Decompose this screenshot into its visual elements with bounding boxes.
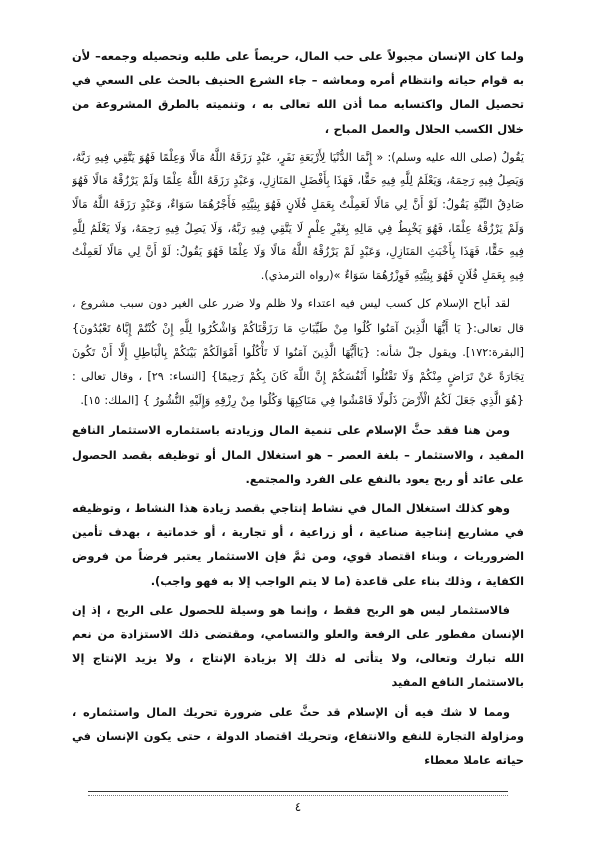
paragraph-productive-activity: وهو كذلك استغلال المال في نشاط إنتاجي بقصد زيادة هذا النشاط ، وتوظيفه في مشاريع إنتاجية صناعية ، أو زراعية ، أو تجارية ، أو خدماتية ، بهدف تأمين الضروريات ، وبناء اقتصاد قوي، ومن ثمَّ فإن الاستثمار يعتبر فرضاً من فروض الكفاية ، وذلك بناء على قاعدة (ما لا يتم الواجب إلا به فهو واجب). (72, 501, 524, 588)
paragraph-intro: ولما كان الإنسان مجبولاً على حب المال، حريصاً على طلبه وتحصيله وجمعه– لأن به قوام حياته وانتظام أمره ومعاشه – جاء الشرع الحنيف بالحث على السعي في تحصيل المال واكتسابه مما أذن الله تعالى به ، وتنميته بالطرق المشروعة من خلال الكسب الحلال والعمل المباح ، (72, 49, 524, 136)
paragraph-profit-means: فالاستثمار ليس هو الربح فقط ، وإنما هو وسيلة للحصول على الربح ، إذ إن الإنسان مفطور على الرفعة والعلو والتسامي، ومقتضى ذلك الاستزادة من نعم الله تبارك وتعالى، ولا يتأتى له ذلك إلا بزيادة الإنتاج ، ولا يزيد الإنتاج إلا بالاستثمار النافع المفيد (72, 602, 524, 690)
page-number: ٤ (294, 800, 302, 814)
footer-dotted-rule (88, 795, 508, 796)
paragraph-moving-capital: ومما لا شك فيه أن الإسلام قد حثَّ على ضرورة تحريك المال واستثماره ، ومزاولة التجارة للنفع والانتفاع، وتحريك اقتصاد الدولة ، حتى يكون الإنسان في حياته عاملا معطاء (72, 704, 524, 768)
paragraph-investment-definition: ومن هنا فقد حثَّ الإسلام على تنمية المال وزيادته باستثماره الاستثمار النافع المفيد ، والاستثمار – بلغة العصر – هو استغلال المال أو توظيفه بقصد الحصول على عائد أو ربح يعود بالنفع على الفرد والمجتمع. (72, 423, 524, 486)
paragraph-hadith: يَقُولُ (صلى الله عليه وسلم): « إِنَّمَا الدُّنْيَا لِأَرْبَعَةِ نَفَرٍ، عَبْدٍ رَزَقَهُ اللَّهُ مَالًا وَعِلْمًا فَهُوَ يَتَّقِي فِيهِ رَبَّهُ، وَيَصِلُ فِيهِ رَحِمَهُ، وَيَعْلَمُ لِلَّهِ فِيهِ حَقًّا، فَهَذَا بِأَفْضَلِ المَنَازِلِ، وَعَبْدٍ رَزَقَهُ اللَّهُ عِلْمًا وَلَمْ يَرْزُقْهُ مَالًا فَهُوَ صَادِقُ النِّيَّةِ يَقُولُ: لَوْ أَنَّ لِي مَالًا لَعَمِلْتُ بِعَمَلِ فُلَانٍ فَهُوَ بِنِيَّتِهِ فَأَجْرُهُمَا سَوَاءٌ، وَعَبْدٍ رَزَقَهُ اللَّهُ مَالًا وَلَمْ يَرْزُقْهُ عِلْمًا، فَهُوَ يَخْبِطُ فِي مَالِهِ بِغَيْرِ عِلْمٍ لَا يَتَّقِي فِيهِ رَبَّهُ، وَلَا يَصِلُ فِيهِ رَحِمَهُ، وَلَا يَعْلَمُ لِلَّهِ فِيهِ حَقًّا، فَهَذَا بِأَخْبَثِ المَنَازِلِ، وَعَبْدٍ لَمْ يَرْزُقْهُ اللَّهُ مَالًا وَلَا عِلْمًا فَهُوَ يَقُولُ: لَوْ أَنَّ لِي مَالًا لَعَمِلْتُ فِيهِ بِعَمَلِ فُلَانٍ فَهُوَ بِنِيَّتِهِ فَوِزْرُهُمَا سَوَاءٌ »(رواه الترمذي). (72, 150, 524, 282)
document-body (72, 44, 524, 782)
footer-rule (88, 791, 508, 792)
paragraph-quran-verses: لقد أباح الإسلام كل كسب ليس فيه اعتداء ولا ظلم ولا ضرر على الغير دون سبب مشروع ، قال تعالى:{ يَا أَيُّهَا الَّذِينَ آمَنُوا كُلُوا مِنْ طَيِّبَاتِ مَا رَزَقْنَاكُمْ وَاشْكُرُوا لِلَّهِ إِنْ كُنْتُمْ إِيَّاهُ تَعْبُدُونَ}[البقرة:١٧٢]. ويقول جلّ شأنه: {يَاأَيُّهَا الَّذِينَ آمَنُوا لَا تَأْكُلُوا أَمْوَالَكُمْ بَيْنَكُمْ بِالْبَاطِلِ إِلَّا أَنْ تَكُونَ تِجَارَةً عَنْ تَرَاضٍ مِنْكُمْ وَلَا تَقْتُلُوا أَنْفُسَكُمْ إِنَّ اللَّهَ كَانَ بِكُمْ رَحِيمًا} [النساء: ٢٩] ، وقال تعالى : {هُوَ الَّذِي جَعَلَ لَكُمُ الْأَرْضَ ذَلُولًا فَامْشُوا فِي مَنَاكِبِهَا وَكُلُوا مِنْ رِزْقِهِ وَإِلَيْهِ النُّشُورُ } [الملك: ١٥]. (72, 297, 524, 408)
